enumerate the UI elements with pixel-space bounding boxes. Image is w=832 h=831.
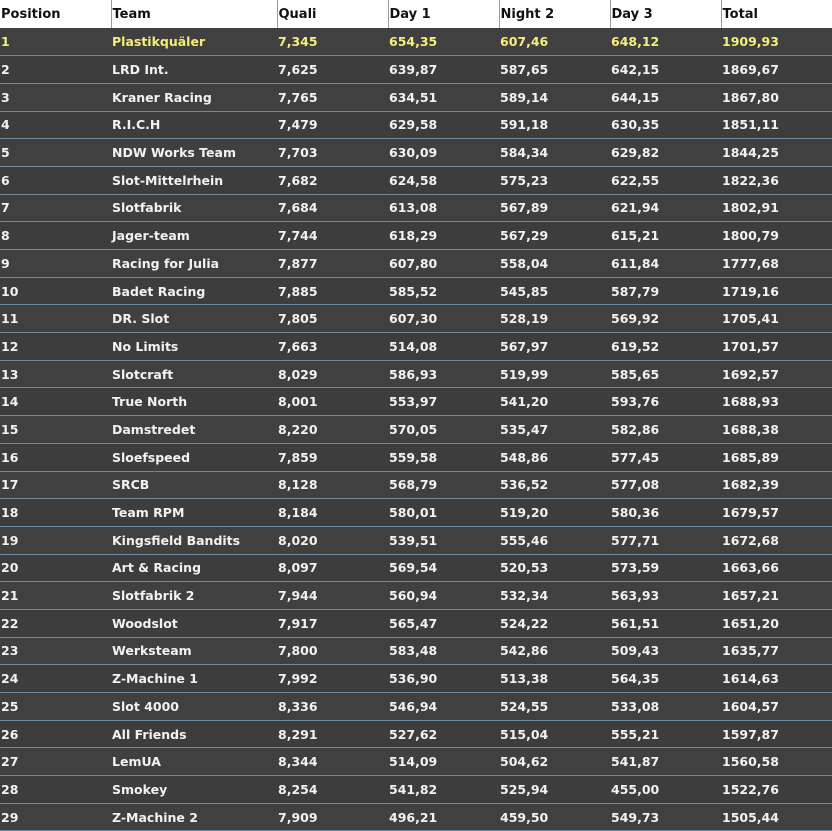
cell-total: 1688,38 bbox=[721, 416, 832, 444]
cell-position: 10 bbox=[0, 277, 111, 305]
cell-night2: 513,38 bbox=[499, 665, 610, 693]
cell-night2: 525,94 bbox=[499, 776, 610, 804]
table-row bbox=[0, 250, 832, 278]
cell-total: 1777,68 bbox=[721, 250, 832, 278]
table-row bbox=[0, 305, 832, 333]
cell-position: 2 bbox=[0, 56, 111, 84]
table-row bbox=[0, 333, 832, 361]
cell-team: Badet Racing bbox=[111, 277, 277, 305]
cell-quali: 7,800 bbox=[277, 637, 388, 665]
cell-day1: 613,08 bbox=[388, 194, 499, 222]
cell-day3: 580,36 bbox=[610, 499, 721, 527]
table-row bbox=[0, 360, 832, 388]
cell-total: 1688,93 bbox=[721, 388, 832, 416]
cell-quali: 7,663 bbox=[277, 333, 388, 361]
cell-position: 12 bbox=[0, 333, 111, 361]
cell-team: Team RPM bbox=[111, 499, 277, 527]
header-night2[interactable]: Night 2 bbox=[499, 0, 610, 28]
cell-day1: 639,87 bbox=[388, 56, 499, 84]
cell-quali: 7,345 bbox=[277, 28, 388, 56]
cell-quali: 7,765 bbox=[277, 83, 388, 111]
table-row bbox=[0, 166, 832, 194]
table-row bbox=[0, 582, 832, 610]
cell-night2: 591,18 bbox=[499, 111, 610, 139]
cell-total: 1604,57 bbox=[721, 693, 832, 721]
table-row bbox=[0, 277, 832, 305]
cell-day3: 549,73 bbox=[610, 803, 721, 831]
cell-day1: 607,80 bbox=[388, 250, 499, 278]
cell-night2: 519,99 bbox=[499, 360, 610, 388]
cell-total: 1505,44 bbox=[721, 803, 832, 831]
header-row bbox=[0, 0, 832, 28]
cell-quali: 8,001 bbox=[277, 388, 388, 416]
cell-quali: 7,877 bbox=[277, 250, 388, 278]
cell-position: 27 bbox=[0, 748, 111, 776]
cell-total: 1844,25 bbox=[721, 139, 832, 167]
cell-total: 1560,58 bbox=[721, 748, 832, 776]
cell-team: LRD Int. bbox=[111, 56, 277, 84]
table-row bbox=[0, 776, 832, 804]
cell-team: NDW Works Team bbox=[111, 139, 277, 167]
cell-day3: 587,79 bbox=[610, 277, 721, 305]
cell-quali: 8,291 bbox=[277, 720, 388, 748]
table-row bbox=[0, 111, 832, 139]
table-row bbox=[0, 194, 832, 222]
cell-total: 1663,66 bbox=[721, 554, 832, 582]
cell-team: All Friends bbox=[111, 720, 277, 748]
cell-day3: 569,92 bbox=[610, 305, 721, 333]
cell-total: 1682,39 bbox=[721, 471, 832, 499]
cell-position: 20 bbox=[0, 554, 111, 582]
cell-quali: 7,625 bbox=[277, 56, 388, 84]
cell-day3: 563,93 bbox=[610, 582, 721, 610]
cell-total: 1657,21 bbox=[721, 582, 832, 610]
cell-team: Art & Racing bbox=[111, 554, 277, 582]
cell-quali: 7,859 bbox=[277, 443, 388, 471]
cell-position: 16 bbox=[0, 443, 111, 471]
results-body bbox=[0, 28, 832, 831]
cell-total: 1635,77 bbox=[721, 637, 832, 665]
table-row bbox=[0, 83, 832, 111]
cell-quali: 8,344 bbox=[277, 748, 388, 776]
cell-night2: 504,62 bbox=[499, 748, 610, 776]
cell-day3: 582,86 bbox=[610, 416, 721, 444]
cell-night2: 555,46 bbox=[499, 526, 610, 554]
cell-day3: 593,76 bbox=[610, 388, 721, 416]
cell-quali: 7,992 bbox=[277, 665, 388, 693]
cell-team: Sloefspeed bbox=[111, 443, 277, 471]
cell-position: 22 bbox=[0, 609, 111, 637]
cell-night2: 545,85 bbox=[499, 277, 610, 305]
cell-total: 1719,16 bbox=[721, 277, 832, 305]
table-row bbox=[0, 499, 832, 527]
cell-day3: 561,51 bbox=[610, 609, 721, 637]
cell-day1: 570,05 bbox=[388, 416, 499, 444]
cell-team: No Limits bbox=[111, 333, 277, 361]
table-row bbox=[0, 222, 832, 250]
cell-quali: 8,220 bbox=[277, 416, 388, 444]
cell-night2: 515,04 bbox=[499, 720, 610, 748]
cell-position: 3 bbox=[0, 83, 111, 111]
cell-position: 18 bbox=[0, 499, 111, 527]
header-quali[interactable]: Quali bbox=[277, 0, 388, 28]
cell-total: 1679,57 bbox=[721, 499, 832, 527]
cell-total: 1869,67 bbox=[721, 56, 832, 84]
cell-quali: 7,805 bbox=[277, 305, 388, 333]
cell-day3: 644,15 bbox=[610, 83, 721, 111]
cell-position: 6 bbox=[0, 166, 111, 194]
cell-total: 1685,89 bbox=[721, 443, 832, 471]
cell-day3: 615,21 bbox=[610, 222, 721, 250]
cell-day1: 607,30 bbox=[388, 305, 499, 333]
cell-day1: 514,08 bbox=[388, 333, 499, 361]
cell-day1: 583,48 bbox=[388, 637, 499, 665]
cell-quali: 7,479 bbox=[277, 111, 388, 139]
cell-position: 1 bbox=[0, 28, 111, 56]
cell-team: Jager-team bbox=[111, 222, 277, 250]
cell-night2: 589,14 bbox=[499, 83, 610, 111]
cell-total: 1614,63 bbox=[721, 665, 832, 693]
cell-team: Z-Machine 2 bbox=[111, 803, 277, 831]
cell-position: 14 bbox=[0, 388, 111, 416]
cell-total: 1867,80 bbox=[721, 83, 832, 111]
cell-day3: 619,52 bbox=[610, 333, 721, 361]
cell-team: Kraner Racing bbox=[111, 83, 277, 111]
cell-day3: 573,59 bbox=[610, 554, 721, 582]
cell-night2: 587,65 bbox=[499, 56, 610, 84]
cell-night2: 548,86 bbox=[499, 443, 610, 471]
cell-team: Damstredet bbox=[111, 416, 277, 444]
cell-team: True North bbox=[111, 388, 277, 416]
cell-day3: 585,65 bbox=[610, 360, 721, 388]
cell-day3: 577,71 bbox=[610, 526, 721, 554]
cell-day1: 629,58 bbox=[388, 111, 499, 139]
cell-team: Slot-Mittelrhein bbox=[111, 166, 277, 194]
table-row bbox=[0, 803, 832, 831]
table-row bbox=[0, 443, 832, 471]
cell-quali: 7,684 bbox=[277, 194, 388, 222]
cell-day1: 541,82 bbox=[388, 776, 499, 804]
table-row bbox=[0, 720, 832, 748]
cell-day1: 569,54 bbox=[388, 554, 499, 582]
cell-day3: 622,55 bbox=[610, 166, 721, 194]
cell-night2: 520,53 bbox=[499, 554, 610, 582]
cell-day3: 541,87 bbox=[610, 748, 721, 776]
cell-total: 1705,41 bbox=[721, 305, 832, 333]
cell-total: 1701,57 bbox=[721, 333, 832, 361]
cell-team: Plastikquäler bbox=[111, 28, 277, 56]
cell-night2: 575,23 bbox=[499, 166, 610, 194]
header-day1[interactable]: Day 1 bbox=[388, 0, 499, 28]
cell-position: 13 bbox=[0, 360, 111, 388]
cell-day3: 629,82 bbox=[610, 139, 721, 167]
table-row bbox=[0, 637, 832, 665]
cell-team: Slotcraft bbox=[111, 360, 277, 388]
cell-total: 1800,79 bbox=[721, 222, 832, 250]
results-header bbox=[0, 0, 832, 28]
cell-day1: 586,93 bbox=[388, 360, 499, 388]
cell-day1: 560,94 bbox=[388, 582, 499, 610]
table-row bbox=[0, 471, 832, 499]
cell-position: 17 bbox=[0, 471, 111, 499]
cell-total: 1909,93 bbox=[721, 28, 832, 56]
header-position[interactable]: Position bbox=[1, 6, 61, 22]
cell-total: 1692,57 bbox=[721, 360, 832, 388]
table-row bbox=[0, 56, 832, 84]
cell-quali: 8,254 bbox=[277, 776, 388, 804]
cell-day1: 553,97 bbox=[388, 388, 499, 416]
cell-position: 19 bbox=[0, 526, 111, 554]
cell-night2: 536,52 bbox=[499, 471, 610, 499]
cell-quali: 7,944 bbox=[277, 582, 388, 610]
cell-team: DR. Slot bbox=[111, 305, 277, 333]
cell-quali: 7,909 bbox=[277, 803, 388, 831]
cell-position: 29 bbox=[0, 803, 111, 831]
cell-total: 1672,68 bbox=[721, 526, 832, 554]
cell-quali: 8,097 bbox=[277, 554, 388, 582]
cell-day1: 527,62 bbox=[388, 720, 499, 748]
cell-team: Werksteam bbox=[111, 637, 277, 665]
cell-day3: 648,12 bbox=[610, 28, 721, 56]
cell-team: LemUA bbox=[111, 748, 277, 776]
table-row bbox=[0, 28, 832, 56]
cell-team: SRCB bbox=[111, 471, 277, 499]
cell-day1: 565,47 bbox=[388, 609, 499, 637]
cell-total: 1522,76 bbox=[721, 776, 832, 804]
cell-night2: 459,50 bbox=[499, 803, 610, 831]
cell-night2: 519,20 bbox=[499, 499, 610, 527]
cell-day3: 642,15 bbox=[610, 56, 721, 84]
cell-position: 9 bbox=[0, 250, 111, 278]
cell-day1: 559,58 bbox=[388, 443, 499, 471]
cell-night2: 535,47 bbox=[499, 416, 610, 444]
cell-day1: 624,58 bbox=[388, 166, 499, 194]
cell-position: 8 bbox=[0, 222, 111, 250]
cell-night2: 524,22 bbox=[499, 609, 610, 637]
cell-day1: 496,21 bbox=[388, 803, 499, 831]
cell-total: 1851,11 bbox=[721, 111, 832, 139]
cell-night2: 607,46 bbox=[499, 28, 610, 56]
cell-day1: 580,01 bbox=[388, 499, 499, 527]
cell-team: Woodslot bbox=[111, 609, 277, 637]
cell-day1: 654,35 bbox=[388, 28, 499, 56]
cell-day3: 509,43 bbox=[610, 637, 721, 665]
header-team[interactable]: Team bbox=[111, 0, 277, 28]
cell-day1: 568,79 bbox=[388, 471, 499, 499]
table-row bbox=[0, 609, 832, 637]
cell-night2: 567,97 bbox=[499, 333, 610, 361]
cell-quali: 8,029 bbox=[277, 360, 388, 388]
cell-team: Slotfabrik bbox=[111, 194, 277, 222]
table-row bbox=[0, 388, 832, 416]
cell-day3: 621,94 bbox=[610, 194, 721, 222]
table-row bbox=[0, 416, 832, 444]
cell-quali: 7,703 bbox=[277, 139, 388, 167]
table-row bbox=[0, 554, 832, 582]
cell-night2: 584,34 bbox=[499, 139, 610, 167]
cell-day1: 618,29 bbox=[388, 222, 499, 250]
cell-position: 23 bbox=[0, 637, 111, 665]
cell-team: Racing for Julia bbox=[111, 250, 277, 278]
cell-day3: 455,00 bbox=[610, 776, 721, 804]
header-day3[interactable]: Day 3 bbox=[610, 0, 721, 28]
cell-day3: 577,08 bbox=[610, 471, 721, 499]
cell-quali: 7,885 bbox=[277, 277, 388, 305]
cell-quali: 7,744 bbox=[277, 222, 388, 250]
cell-position: 26 bbox=[0, 720, 111, 748]
cell-position: 11 bbox=[0, 305, 111, 333]
cell-night2: 532,34 bbox=[499, 582, 610, 610]
cell-night2: 558,04 bbox=[499, 250, 610, 278]
cell-position: 25 bbox=[0, 693, 111, 721]
cell-quali: 7,682 bbox=[277, 166, 388, 194]
cell-night2: 567,89 bbox=[499, 194, 610, 222]
cell-day1: 585,52 bbox=[388, 277, 499, 305]
cell-day3: 555,21 bbox=[610, 720, 721, 748]
cell-day1: 539,51 bbox=[388, 526, 499, 554]
cell-day3: 630,35 bbox=[610, 111, 721, 139]
cell-team: Z-Machine 1 bbox=[111, 665, 277, 693]
cell-day3: 611,84 bbox=[610, 250, 721, 278]
cell-position: 21 bbox=[0, 582, 111, 610]
cell-team: R.I.C.H bbox=[111, 111, 277, 139]
cell-day1: 514,09 bbox=[388, 748, 499, 776]
cell-quali: 8,184 bbox=[277, 499, 388, 527]
cell-total: 1651,20 bbox=[721, 609, 832, 637]
header-total[interactable]: Total bbox=[721, 0, 832, 28]
cell-night2: 524,55 bbox=[499, 693, 610, 721]
cell-total: 1822,36 bbox=[721, 166, 832, 194]
table-row bbox=[0, 526, 832, 554]
cell-position: 4 bbox=[0, 111, 111, 139]
cell-position: 15 bbox=[0, 416, 111, 444]
cell-day3: 564,35 bbox=[610, 665, 721, 693]
cell-night2: 528,19 bbox=[499, 305, 610, 333]
cell-position: 28 bbox=[0, 776, 111, 804]
table-row bbox=[0, 665, 832, 693]
cell-day1: 546,94 bbox=[388, 693, 499, 721]
cell-quali: 8,128 bbox=[277, 471, 388, 499]
cell-night2: 567,29 bbox=[499, 222, 610, 250]
table-row bbox=[0, 748, 832, 776]
cell-night2: 541,20 bbox=[499, 388, 610, 416]
cell-quali: 8,020 bbox=[277, 526, 388, 554]
cell-day3: 533,08 bbox=[610, 693, 721, 721]
cell-total: 1802,91 bbox=[721, 194, 832, 222]
cell-day1: 634,51 bbox=[388, 83, 499, 111]
cell-team: Smokey bbox=[111, 776, 277, 804]
cell-team: Slot 4000 bbox=[111, 693, 277, 721]
cell-position: 5 bbox=[0, 139, 111, 167]
cell-total: 1597,87 bbox=[721, 720, 832, 748]
cell-day1: 536,90 bbox=[388, 665, 499, 693]
cell-day3: 577,45 bbox=[610, 443, 721, 471]
cell-position: 7 bbox=[0, 194, 111, 222]
cell-day1: 630,09 bbox=[388, 139, 499, 167]
cell-team: Kingsfield Bandits bbox=[111, 526, 277, 554]
cell-team: Slotfabrik 2 bbox=[111, 582, 277, 610]
cell-position: 24 bbox=[0, 665, 111, 693]
cell-night2: 542,86 bbox=[499, 637, 610, 665]
cell-quali: 8,336 bbox=[277, 693, 388, 721]
table-row bbox=[0, 139, 832, 167]
cell-quali: 7,917 bbox=[277, 609, 388, 637]
table-row bbox=[0, 693, 832, 721]
